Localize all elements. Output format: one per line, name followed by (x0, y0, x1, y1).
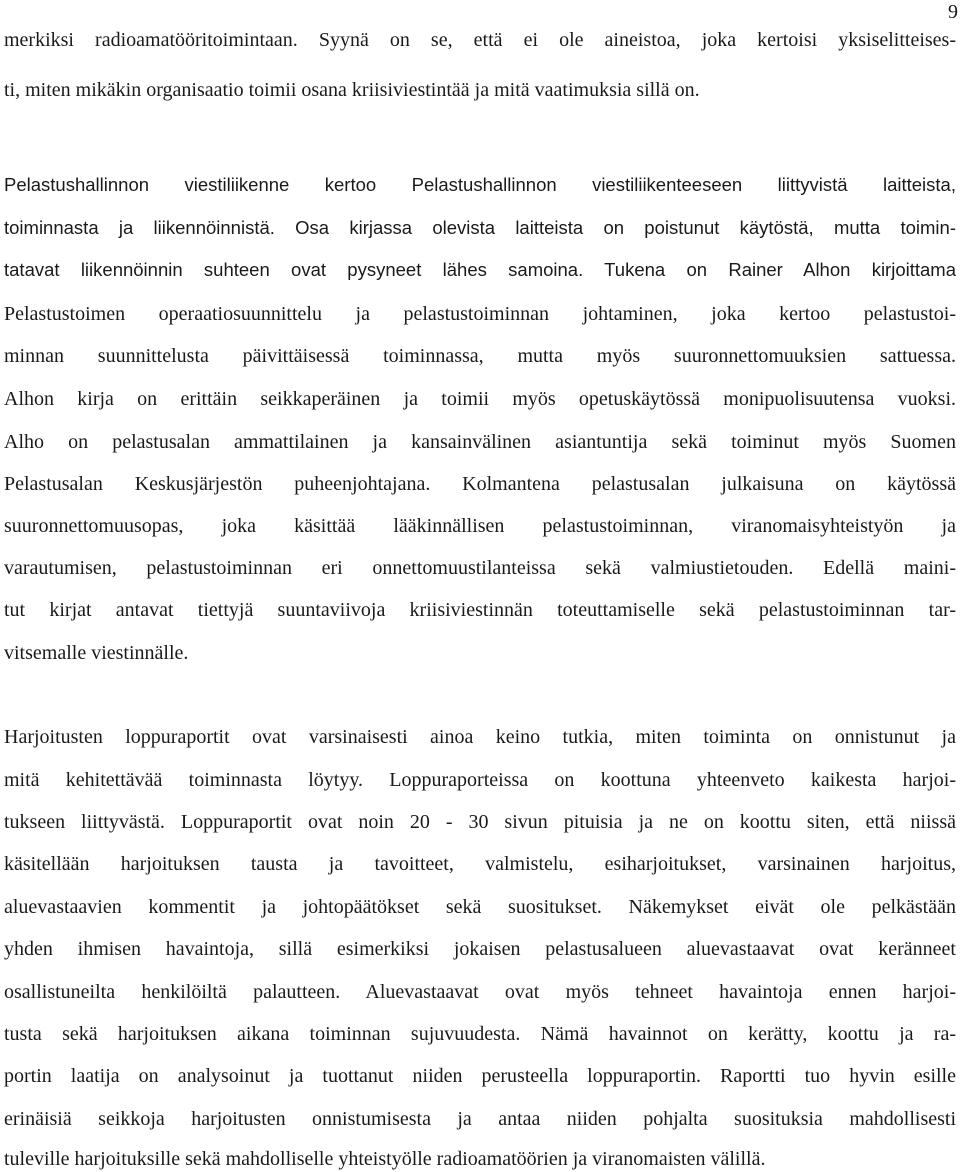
text-line: mitä kehitettävää toiminnasta löytyy. Loppuraporteissa on koottuna yhteenveto kaikesta harjoi- (4, 769, 956, 791)
text-line: erinäisiä seikkoja harjoitusten onnistumisesta ja antaa niiden pohjalta suosituksia mahdollisesti (4, 1108, 956, 1130)
text-line: tukseen liittyvästä. Loppuraportit ovat noin 20 - 30 sivun pituisia ja ne on koottu siten, että niissä (4, 811, 956, 833)
text-line: Alhon kirja on erittäin seikkaperäinen ja toimii myös opetuskäytössä monipuolisuutensa vuoksi. (4, 388, 956, 410)
text-line: osallistuneilta henkilöiltä palautteen. Aluevastaavat ovat myös tehneet havaintoja ennen harjoi- (4, 981, 956, 1003)
text-line: tatavat liikennöinnin suhteen ovat pysyneet lähes samoina. Tukena on Rainer Alhon kirjoittama (4, 259, 956, 280)
text-line: tuleville harjoituksille sekä mahdolliselle yhteistyölle radioamatöörien ja viranomaisten välillä. (4, 1148, 766, 1170)
text-line: portin laatija on analysoinut ja tuottanut niiden perusteella loppuraportin. Raportti tuo hyvin esille (4, 1065, 956, 1087)
text-line: ti, miten mikäkin organisaatio toimii osana kriisiviestintää ja mitä vaatimuksia sillä on. (4, 79, 700, 101)
text-line: vitsemalle viestinnälle. (4, 642, 189, 664)
page-number: 9 (948, 1, 958, 23)
text-line: Harjoitusten loppuraportit ovat varsinaisesti ainoa keino tutkia, miten toiminta on onnistunut ja (4, 726, 956, 748)
text-line: yhden ihmisen havaintoja, sillä esimerkiksi jokaisen pelastusalueen aluevastaavat ovat keränneet (4, 938, 956, 960)
text-line: Pelastustoimen operaatiosuunnittelu ja pelastustoiminnan johtaminen, joka kertoo pelastustoi- (4, 303, 956, 325)
text-line: tut kirjat antavat tiettyjä suuntaviivoja kriisiviestinnän toteuttamiselle sekä pelastustoiminnan tar- (4, 599, 956, 621)
text-line: merkiksi radioamatööritoimintaan. Syynä on se, että ei ole aineistoa, joka kertoisi yksiselitteises- (4, 29, 956, 51)
text-line: Pelastushallinnon viestiliikenne kertoo Pelastushallinnon viestiliikenteeseen liittyvistä laitteista, (4, 174, 956, 195)
text-line: Alho on pelastusalan ammattilainen ja kansainvälinen asiantuntija sekä toiminut myös Suomen (4, 431, 956, 453)
text-line: minnan suunnittelusta päivittäisessä toiminnassa, mutta myös suuronnettomuuksien sattuessa. (4, 345, 956, 367)
text-line: tusta sekä harjoituksen aikana toiminnan sujuvuudesta. Nämä havainnot on kerätty, koottu ja ra- (4, 1023, 956, 1045)
text-line: Pelastusalan Keskusjärjestön puheenjohtajana. Kolmantena pelastusalan julkaisuna on käytössä (4, 473, 956, 495)
text-line: toiminnasta ja liikennöinnistä. Osa kirjassa olevista laitteista on poistunut käytöstä, mutta toimin- (4, 217, 956, 238)
text-line: käsitellään harjoituksen tausta ja tavoitteet, valmistelu, esiharjoitukset, varsinainen harjoitus, (4, 853, 956, 875)
text-line: suuronnettomuusopas, joka käsittää lääkinnällisen pelastustoiminnan, viranomaisyhteistyön ja (4, 515, 956, 537)
text-line: varautumisen, pelastustoiminnan eri onnettomuustilanteissa sekä valmiustietouden. Edellä maini- (4, 557, 956, 579)
text-line: aluevastaavien kommentit ja johtopäätökset sekä suositukset. Näkemykset eivät ole pelkästään (4, 896, 956, 918)
